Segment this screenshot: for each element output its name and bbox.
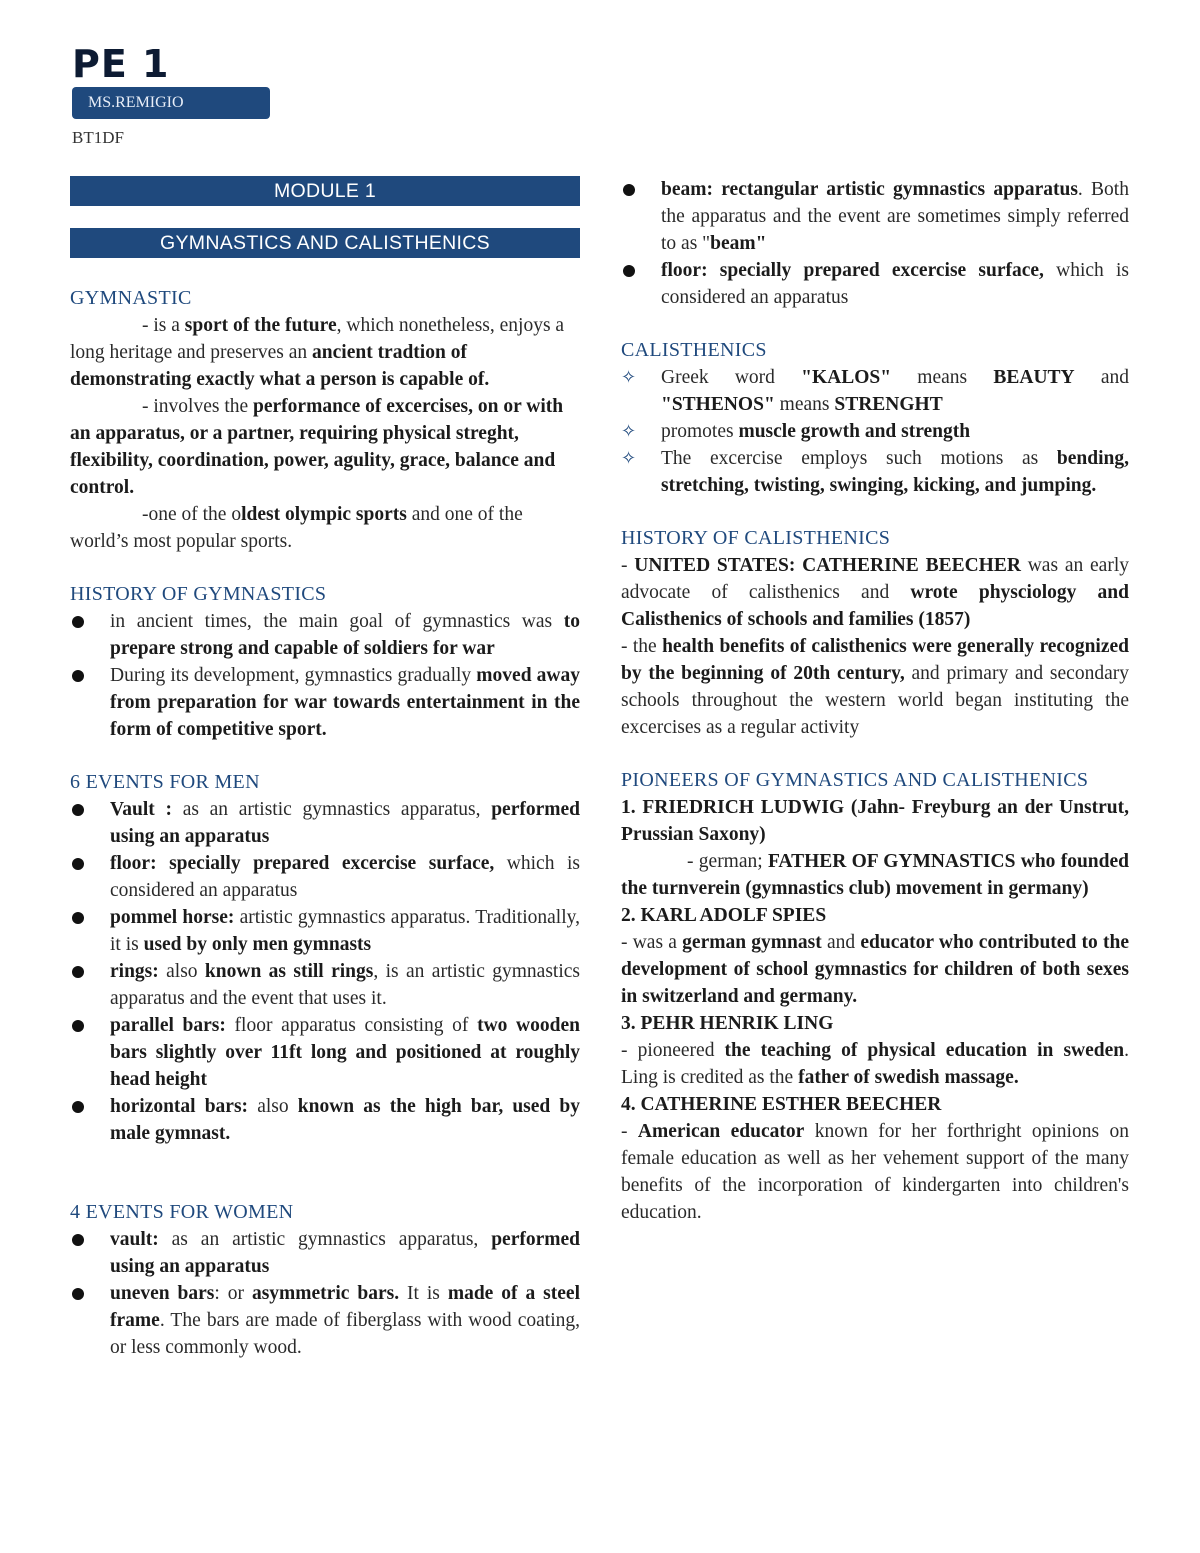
section-code: BT1DF bbox=[72, 128, 124, 147]
list-item: ✧ Greek word "KALOS" means BEAUTY and "STHENOS" means STRENGHT bbox=[621, 364, 1129, 418]
history-calisthenics-paragraph-1: - UNITED STATES: CATHERINE BEECHER was an early advocate of calisthenics and wrote physciology and Calisthenics of schools and families (1857) bbox=[621, 555, 1129, 630]
teacher-name-badge: MS.REMIGIO bbox=[72, 87, 270, 119]
history-gymnastics-heading: HISTORY OF GYMNASTICS bbox=[70, 583, 327, 605]
right-column bbox=[621, 176, 1129, 1226]
list-item: in ancient times, the main goal of gymnastics was to prepare strong and capable of soldiers for war bbox=[70, 608, 580, 662]
gymnastic-paragraph-1: - is a sport of the future, which nonetheless, enjoys a long heritage and preserves an ancient tradtion of demonstrating exactly what a person is capable of. bbox=[70, 315, 565, 390]
events-men-heading: 6 EVENTS FOR MEN bbox=[70, 771, 260, 793]
list-item: floor: specially prepared excercise surface, which is considered an apparatus bbox=[70, 850, 580, 904]
history-calisthenics-paragraph-2: - the health benefits of calisthenics were generally recognized by the beginning of 20th century, and primary and secondary schools throughout the western world began instituting the excercises as a regular activity bbox=[621, 636, 1129, 738]
list-item: Vault : as an artistic gymnastics apparatus, performed using an apparatus bbox=[70, 796, 580, 850]
events-women-list-continued bbox=[621, 176, 1129, 311]
calisthenics-heading: CALISTHENICS bbox=[621, 339, 767, 361]
left-column bbox=[70, 176, 580, 1361]
pioneer-2-name: 2. KARL ADOLF SPIES bbox=[621, 905, 827, 926]
list-item: vault: as an artistic gymnastics apparatus, performed using an apparatus bbox=[70, 1226, 580, 1280]
events-women-list bbox=[70, 1226, 580, 1361]
module-banner: MODULE 1 bbox=[70, 176, 580, 206]
list-item: beam: rectangular artistic gymnastics apparatus. Both the apparatus and the event are sometimes simply referred to as "beam" bbox=[621, 176, 1129, 257]
events-women-heading: 4 EVENTS FOR WOMEN bbox=[70, 1201, 294, 1223]
list-item: During its development, gymnastics gradually moved away from preparation for war towards entertainment in the form of competitive sport. bbox=[70, 662, 580, 743]
list-item: ✧ The excercise employs such motions as bending, stretching, twisting, swinging, kicking, and jumping. bbox=[621, 445, 1129, 499]
gymnastic-heading: GYMNASTIC bbox=[70, 287, 192, 309]
pioneer-2-description: - was a german gymnast and educator who contributed to the development of school gymnastics for children of both sexes in switzerland and germany. bbox=[621, 932, 1129, 1007]
pioneers-heading: PIONEERS OF GYMNASTICS AND CALISTHENICS bbox=[621, 769, 1089, 791]
gymnastic-paragraph-3: -one of the oldest olympic sports and one of the world’s most popular sports. bbox=[70, 504, 523, 552]
list-item: floor: specially prepared excercise surface, which is considered an apparatus bbox=[621, 257, 1129, 311]
list-item: horizontal bars: also known as the high bar, used by male gymnast. bbox=[70, 1093, 580, 1147]
list-item: ✧ promotes muscle growth and strength bbox=[621, 418, 1129, 445]
list-item: pommel horse: artistic gymnastics apparatus. Traditionally, it is used by only men gymnasts bbox=[70, 904, 580, 958]
gymnastic-paragraph-2: - involves the performance of excercises, on or with an apparatus, or a partner, requiring physical streght, flexibility, coordination, power, agulity, grace, balance and control. bbox=[70, 396, 564, 498]
pioneer-1-description: - german; FATHER OF GYMNASTICS who founded the turnverein (gymnastics club) movement in germany) bbox=[621, 851, 1129, 899]
page-title: PE 1 bbox=[72, 42, 170, 86]
calisthenics-list bbox=[621, 364, 1129, 499]
history-calisthenics-heading: HISTORY OF CALISTHENICS bbox=[621, 527, 891, 549]
pioneer-4-name: 4. CATHERINE ESTHER BEECHER bbox=[621, 1094, 942, 1115]
pioneer-3-name: 3. PEHR HENRIK LING bbox=[621, 1013, 834, 1034]
list-item: uneven bars: or asymmetric bars. It is made of a steel frame. The bars are made of fiberglass with wood coating, or less commonly wood. bbox=[70, 1280, 580, 1361]
star-bullet-icon: ✧ bbox=[621, 421, 637, 442]
star-bullet-icon: ✧ bbox=[621, 367, 637, 388]
star-bullet-icon: ✧ bbox=[621, 448, 637, 469]
list-item: rings: also known as still rings, is an artistic gymnastics apparatus and the event that uses it. bbox=[70, 958, 580, 1012]
topic-banner: GYMNASTICS AND CALISTHENICS bbox=[70, 228, 580, 258]
events-men-list bbox=[70, 796, 580, 1147]
pioneer-3-description: - pioneered the teaching of physical education in sweden. Ling is credited as the father of swedish massage. bbox=[621, 1040, 1129, 1088]
list-item: parallel bars: floor apparatus consisting of two wooden bars slightly over 11ft long and positioned at roughly head height bbox=[70, 1012, 580, 1093]
history-gymnastics-list bbox=[70, 608, 580, 743]
pioneer-4-description: - American educator known for her forthright opinions on female education as well as her vehement support of the many benefits of the incorporation of kindergarten into children's education. bbox=[621, 1121, 1129, 1223]
pioneer-1-name: 1. FRIEDRICH LUDWIG (Jahn- Freyburg an der Unstrut, Prussian Saxony) bbox=[621, 797, 1129, 845]
